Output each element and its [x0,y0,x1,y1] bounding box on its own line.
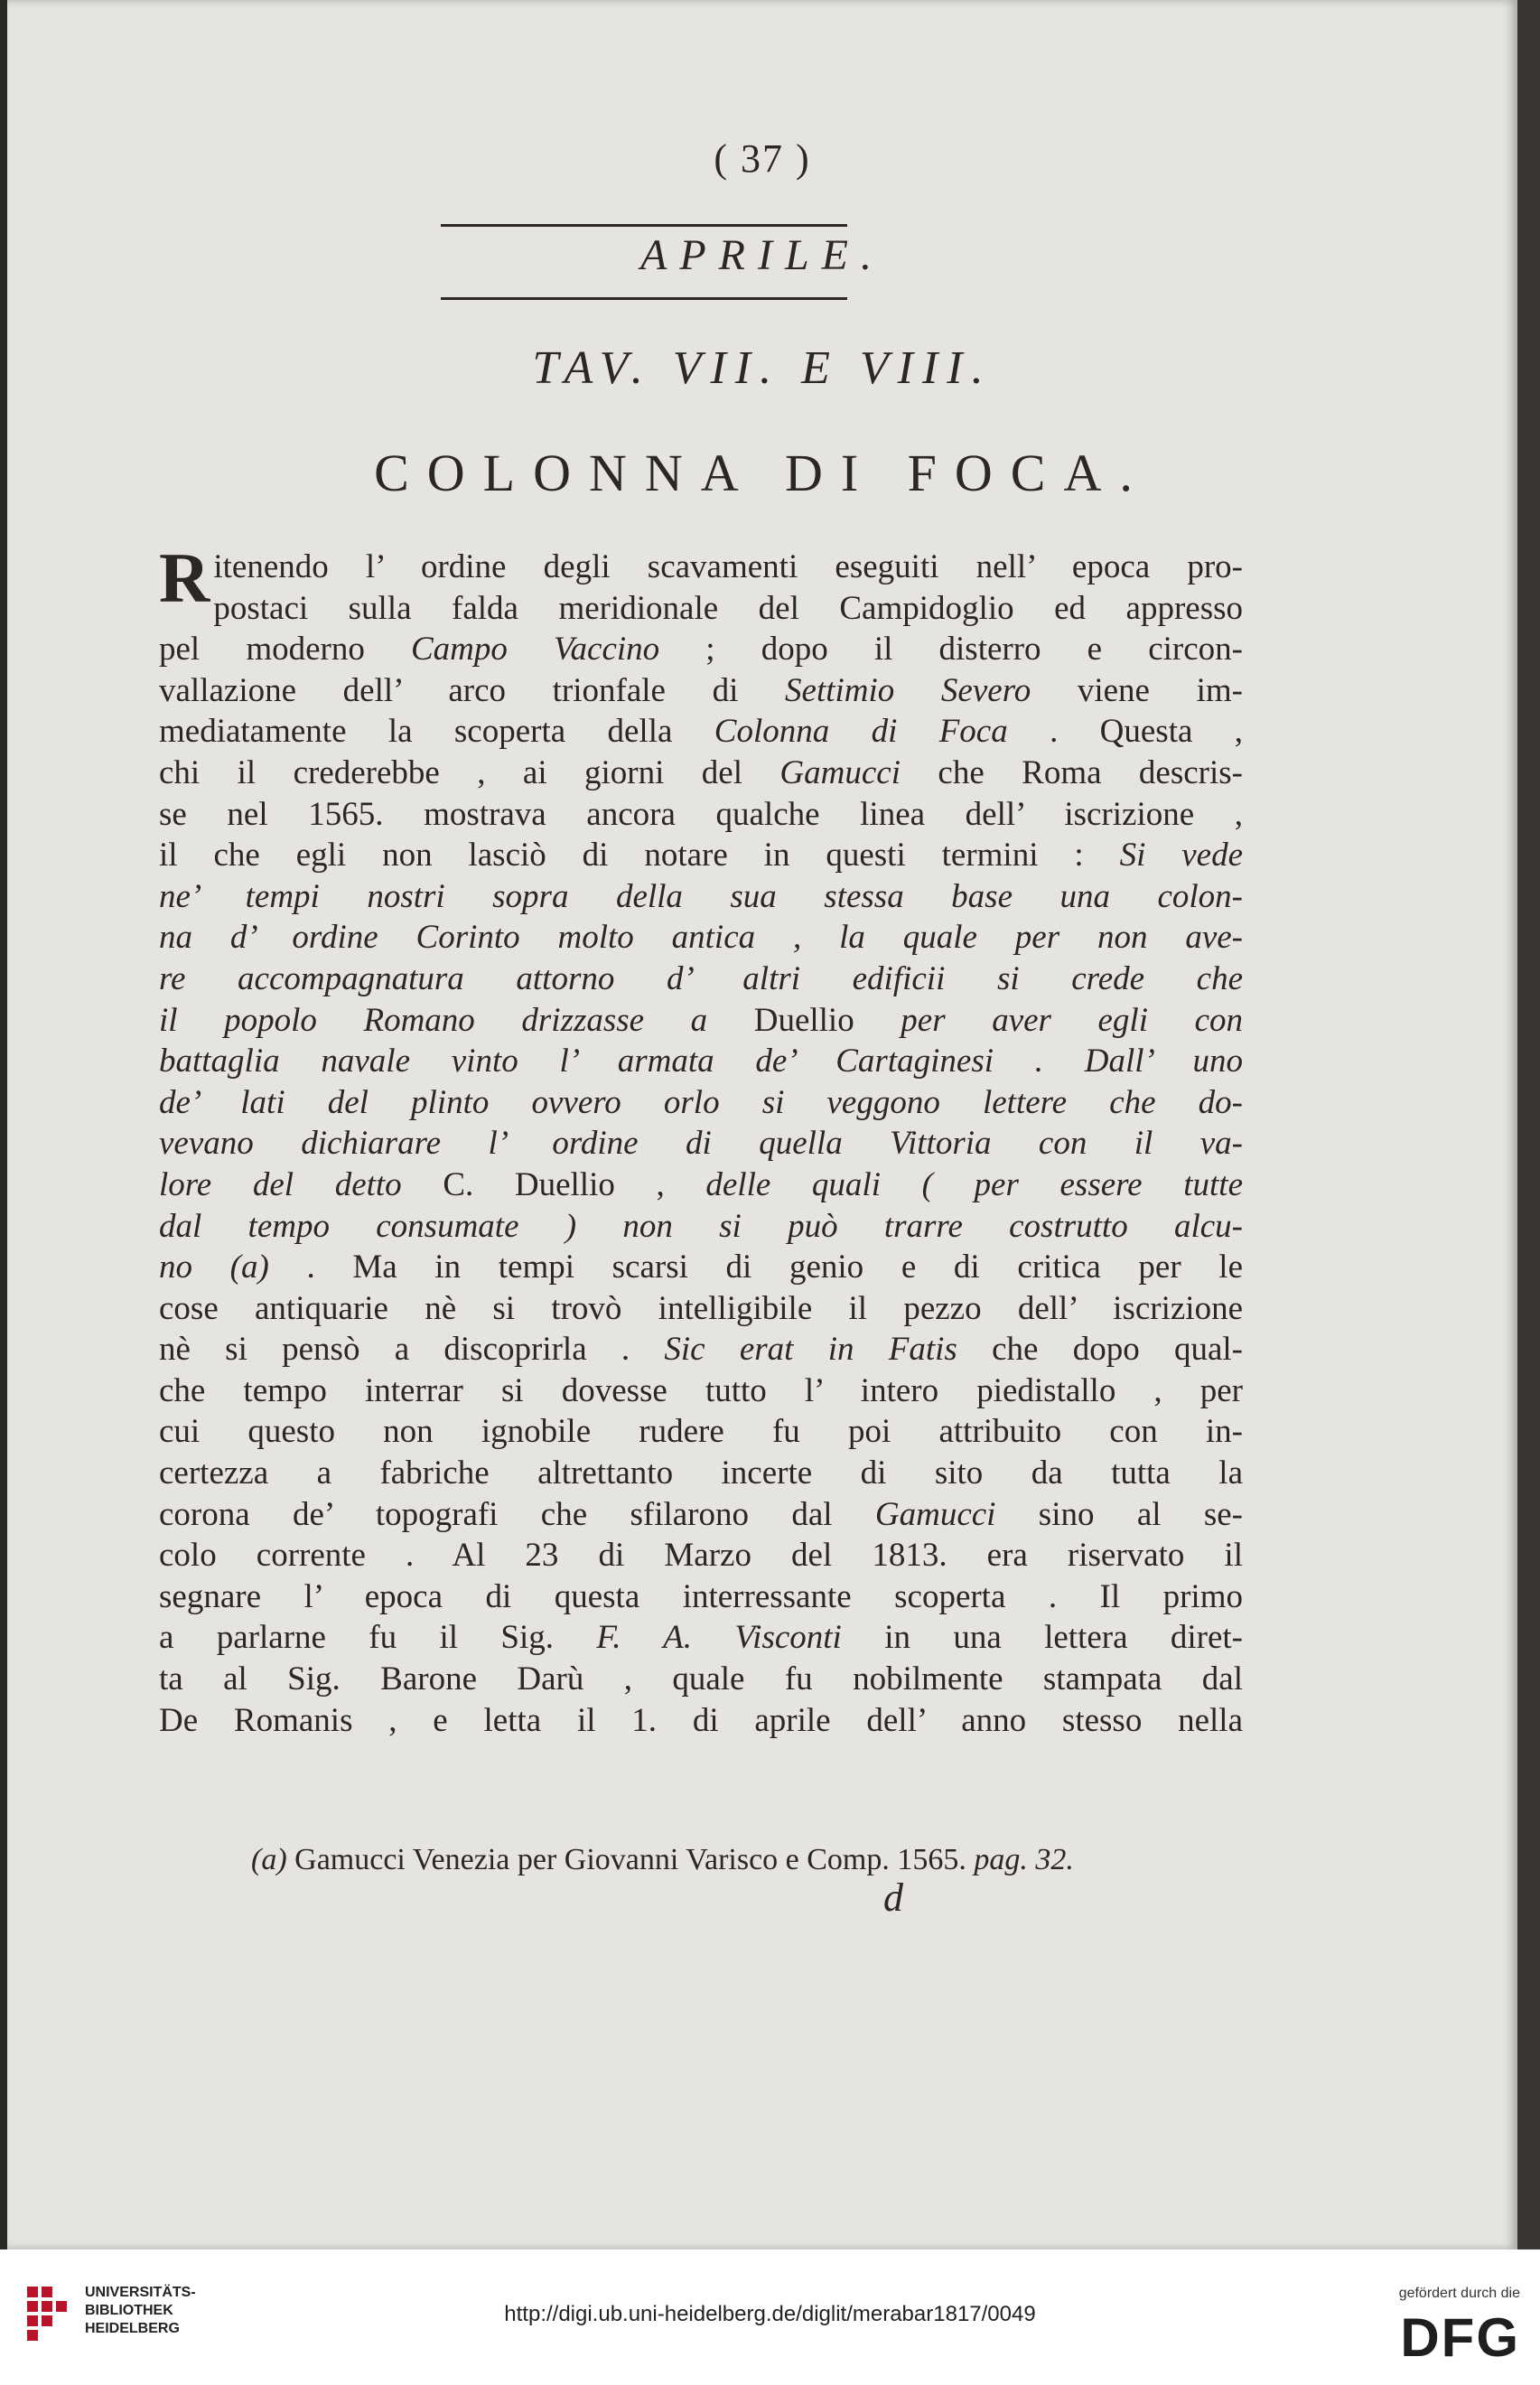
text-line [159,1082,1243,1124]
plates-heading: TAV. VII. E VIII. [532,342,993,394]
text-line [159,1700,1243,1742]
text-line [159,1206,1243,1248]
text-segment: , [614,1165,706,1203]
text-segment: Gamucci [874,1495,996,1533]
text-line [159,1453,1243,1494]
text-segment: che dopo qual- [957,1331,1243,1369]
section-title: COLONNA DI FOCA. [374,444,1151,502]
drop-cap: R [159,538,210,617]
text-segment: chi il crederebbe , ai giorni del [159,753,780,791]
text-segment: per aver egli con [854,1001,1243,1039]
page-edge [1517,0,1540,2249]
sponsor-caption: gefördert durch die [1398,2286,1520,2301]
text-segment: viene im- [1031,671,1243,709]
text-line [159,711,1243,753]
dfg-logo: DFG [1400,2307,1520,2368]
text-segment: vevano dichiarare l’ ordine di quella Vittoria con il va- [159,1125,1243,1163]
text-segment: segnare l’ epoca di questa interressante scoperta . Il primo [159,1577,1243,1615]
signature-mark: d [883,1875,903,1920]
footnote-ref: (a) [251,1843,287,1876]
text-line [159,629,1243,670]
text-segment: il popolo Romano drizzasse a [159,1001,754,1039]
text-segment: pel moderno [159,631,411,669]
text-segment: ne’ tempi nostri sopra della sua stessa base una colon- [159,877,1243,915]
text-line [159,1000,1243,1042]
text-segment: postaci sulla falda meridionale del Campidoglio ed appresso [213,589,1243,627]
text-segment: vallazione dell’ arco trionfale di [159,671,786,709]
text-segment: sino al se- [995,1495,1244,1533]
text-segment: in una lettera diret- [841,1619,1243,1657]
text-segment: battaglia navale vinto l’ armata de’ Cartaginesi . Dall’ uno [159,1043,1243,1080]
text-segment: mediatamente la scoperta della [159,713,714,751]
text-line [159,1041,1243,1082]
text-line [159,1164,1243,1206]
footnote-page: pag. 32. [974,1843,1074,1876]
text-line [159,1411,1243,1453]
text-segment: delle quali ( per essere tutte [705,1165,1243,1203]
text-line [159,876,1243,918]
page-number: ( 37 ) [714,136,811,181]
text-segment: De Romanis , e letta il 1. di aprile dell’ anno stesso nella [159,1701,1243,1739]
text-line [159,1576,1243,1618]
footnote [251,1843,1272,1877]
library-line-2: BIBLIOTHEK [85,2303,173,2318]
text-segment: Sic erat in Fatis [664,1331,957,1369]
text-line [159,835,1243,876]
text-segment: se nel 1565. mostrava ancora qualche linea dell’ iscrizione , [159,795,1243,833]
text-segment: no (a) [159,1249,269,1286]
text-segment: ta al Sig. Barone Darù , quale fu nobilmente stampata dal [159,1660,1243,1698]
text-segment: Campo Vaccino [411,631,660,669]
text-line [159,1659,1243,1700]
month-heading: APRILE. [640,231,884,279]
top-rule [441,224,847,227]
source-url-link[interactable]: http://digi.ub.uni-heidelberg.de/diglit/merabar1817/0049 [504,2302,1036,2326]
text-segment: F. A. Visconti [596,1619,842,1657]
text-segment: ; dopo il disterro e circon- [659,631,1243,669]
text-segment: . Questa , [1007,713,1243,751]
bottom-rule [441,297,847,300]
text-segment: itenendo l’ ordine degli scavamenti eseguiti nell’ epoca pro- [213,548,1243,585]
text-line [159,547,1243,588]
text-segment: certezza a fabriche altrettanto incerte di sito da tutta la [159,1454,1243,1492]
text-segment: C. Duellio [443,1165,615,1203]
text-segment: il che egli non lasciò di notare in questi termini : [159,837,1120,874]
text-line [159,1617,1243,1659]
text-segment: colo corrente . Al 23 di Marzo del 1813. era riservato il [159,1537,1243,1575]
text-segment: che tempo interrar si dovesse tutto l’ intero piedistallo , per [159,1371,1243,1409]
text-segment: Settimio Severo [785,671,1031,709]
text-segment: cui questo non ignobile rudere fu poi attribuito con in- [159,1413,1243,1451]
text-line [159,1329,1243,1370]
text-line [159,1370,1243,1412]
text-line [159,588,1243,630]
text-line [159,1123,1243,1164]
text-line [159,1535,1243,1576]
text-segment: de’ lati del plinto ovvero orlo si veggono lettere che do- [159,1083,1243,1121]
text-segment: . Ma in tempi scarsi di genio e di critica per le [268,1249,1243,1286]
text-segment: nè si pensò a discoprirla . [159,1331,665,1369]
text-line [159,1247,1243,1288]
footnote-text: Gamucci Venezia per Giovanni Varisco e Comp. 1565. [286,1843,975,1876]
text-line [159,959,1243,1000]
book-page [7,0,1517,2249]
text-line [159,1494,1243,1536]
page-content [7,0,1517,2249]
body-text [159,538,1244,1741]
library-line-1: UNIVERSITÄTS- [85,2285,196,2300]
text-segment: che Roma descris- [900,753,1243,791]
text-segment: lore del detto [159,1165,443,1203]
text-line [159,753,1243,794]
text-line [159,794,1243,836]
text-line [159,670,1243,712]
text-segment: Si vede [1119,837,1244,874]
text-segment: corona de’ topografi che sfilarono dal [159,1495,875,1533]
text-segment: Gamucci [779,753,901,791]
text-line [159,1288,1243,1330]
text-segment: cose antiquarie nè si trovò intelligibile il pezzo dell’ iscrizione [159,1289,1243,1327]
text-segment: na d’ ordine Corinto molto antica , la quale per non ave- [159,919,1243,957]
text-segment: Colonna di Foca [714,713,1008,751]
library-line-3: HEIDELBERG [85,2321,180,2336]
text-segment: a parlarne fu il Sig. [159,1619,597,1657]
text-segment: dal tempo consumate ) non si può trarre costrutto alcu- [159,1207,1243,1245]
text-line [159,917,1243,959]
text-segment: re accompagnatura attorno d’ altri edificii si crede che [159,959,1243,997]
text-segment: Duellio [753,1001,854,1039]
